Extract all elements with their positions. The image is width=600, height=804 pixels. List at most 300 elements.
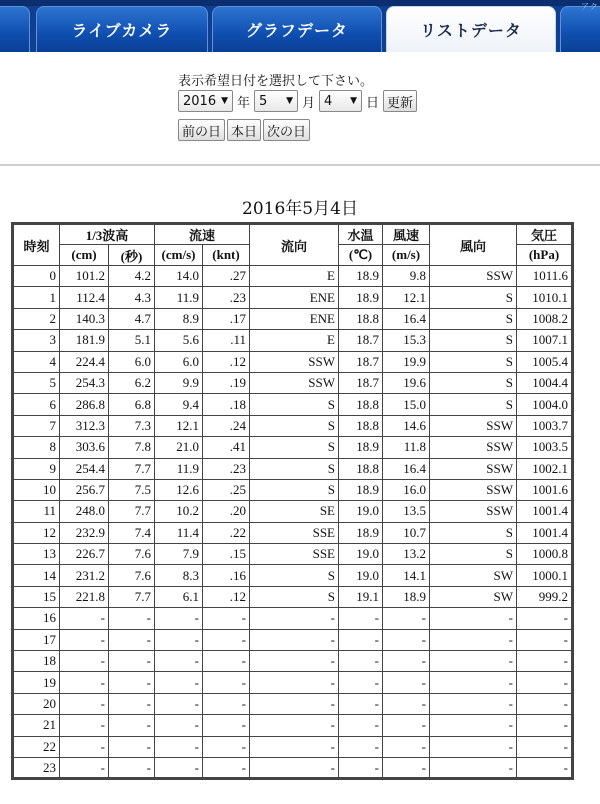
cell-hour: 2 <box>13 308 60 329</box>
cell-water-temp: 18.8 <box>339 394 383 415</box>
header-wind-speed: 風速 <box>383 224 430 245</box>
cell-wave-period: - <box>109 629 155 650</box>
unit-wave-period: (秒) <box>109 245 155 266</box>
cell-pressure: 1003.7 <box>517 415 573 436</box>
cell-wave-period: - <box>109 715 155 736</box>
dropdown-arrow-icon: ▼ <box>350 96 358 106</box>
cell-wave-period: 7.4 <box>109 522 155 543</box>
cell-water-temp: - <box>339 715 383 736</box>
cell-current-direction: - <box>250 693 339 714</box>
table-row <box>13 308 573 329</box>
prev-day-button[interactable]: 前の日 <box>178 119 225 141</box>
dropdown-arrow-icon: ▼ <box>286 96 294 106</box>
cell-hour: 17 <box>13 629 60 650</box>
cell-wave-period: 7.3 <box>109 415 155 436</box>
refresh-button[interactable]: 更新 <box>383 90 417 112</box>
table-row <box>13 715 573 736</box>
cell-water-temp: 18.7 <box>339 330 383 351</box>
cell-current-knt: .12 <box>203 586 250 607</box>
cell-hour: 15 <box>13 586 60 607</box>
cell-hour: 13 <box>13 544 60 565</box>
cell-hour: 0 <box>13 266 60 287</box>
cell-wind-direction: - <box>430 629 517 650</box>
cell-hour: 7 <box>13 415 60 436</box>
cell-hour: 20 <box>13 693 60 714</box>
cell-wind-direction: - <box>430 672 517 693</box>
data-area <box>0 168 600 804</box>
cell-wind-speed: 18.9 <box>383 586 430 607</box>
date-prompt: 表示希望日付を選択して下さい。 <box>178 74 374 89</box>
cell-current-cms: 10.2 <box>155 501 203 522</box>
cell-hour: 5 <box>13 372 60 393</box>
cell-current-direction: S <box>250 394 339 415</box>
cell-wave-height: - <box>60 715 109 736</box>
cell-pressure: 1007.1 <box>517 330 573 351</box>
cell-current-direction: SSE <box>250 544 339 565</box>
cell-wind-speed: 10.7 <box>383 522 430 543</box>
cell-wave-period: 7.8 <box>109 437 155 458</box>
month-unit: 月 <box>302 95 316 111</box>
cell-water-temp: 18.9 <box>339 522 383 543</box>
cell-current-cms: 11.9 <box>155 287 203 308</box>
cell-wave-period: - <box>109 736 155 757</box>
cell-current-knt: .23 <box>203 458 250 479</box>
cell-pressure: - <box>517 715 573 736</box>
cell-current-direction: - <box>250 629 339 650</box>
cell-current-cms: - <box>155 693 203 714</box>
cell-wave-height: - <box>60 651 109 672</box>
cell-wind-direction: SSW <box>430 437 517 458</box>
cell-wave-period: 4.3 <box>109 287 155 308</box>
unit-current-knt: (knt) <box>203 245 250 266</box>
cell-pressure: 999.2 <box>517 586 573 607</box>
cell-current-cms: - <box>155 715 203 736</box>
cell-water-temp: 18.8 <box>339 308 383 329</box>
cell-current-cms: 14.0 <box>155 266 203 287</box>
cell-hour: 8 <box>13 437 60 458</box>
cell-wind-direction: S <box>430 394 517 415</box>
cell-current-direction: SE <box>250 501 339 522</box>
tab-graph-data[interactable] <box>212 6 382 52</box>
cell-current-cms: - <box>155 651 203 672</box>
cell-current-knt: .18 <box>203 394 250 415</box>
cell-wave-period: 4.7 <box>109 308 155 329</box>
cell-wave-period: - <box>109 651 155 672</box>
cell-current-knt: - <box>203 651 250 672</box>
cell-current-direction: - <box>250 715 339 736</box>
month-select[interactable] <box>254 90 298 112</box>
cell-water-temp: - <box>339 757 383 778</box>
cell-wave-height: 101.2 <box>60 266 109 287</box>
year-unit: 年 <box>237 95 251 111</box>
cell-hour: 21 <box>13 715 60 736</box>
observation-table <box>11 222 574 780</box>
cell-current-knt: - <box>203 715 250 736</box>
cell-wave-height: 112.4 <box>60 287 109 308</box>
cell-current-direction: E <box>250 266 339 287</box>
table-row <box>13 479 573 500</box>
cell-pressure: 1010.1 <box>517 287 573 308</box>
header-water-temp: 水温 <box>339 224 383 245</box>
cell-hour: 22 <box>13 736 60 757</box>
cell-current-direction: S <box>250 437 339 458</box>
cell-hour: 6 <box>13 394 60 415</box>
cell-pressure: - <box>517 693 573 714</box>
cell-wind-speed: 12.1 <box>383 287 430 308</box>
cell-wave-height: - <box>60 693 109 714</box>
table-row <box>13 501 573 522</box>
cell-wind-speed: - <box>383 608 430 629</box>
cell-wave-height: 181.9 <box>60 330 109 351</box>
cell-wave-period: 7.7 <box>109 501 155 522</box>
cell-wind-speed: - <box>383 757 430 778</box>
cell-current-cms: 21.0 <box>155 437 203 458</box>
tab-bar <box>0 0 600 52</box>
cell-wave-period: 7.7 <box>109 458 155 479</box>
date-nav-row <box>178 119 310 141</box>
cell-current-direction: - <box>250 736 339 757</box>
cell-hour: 9 <box>13 458 60 479</box>
cell-wind-speed: - <box>383 693 430 714</box>
cell-current-direction: S <box>250 479 339 500</box>
cell-pressure: - <box>517 651 573 672</box>
cell-current-cms: - <box>155 608 203 629</box>
cell-wind-direction: - <box>430 608 517 629</box>
cell-hour: 12 <box>13 522 60 543</box>
cell-water-temp: 19.0 <box>339 544 383 565</box>
cell-pressure: - <box>517 757 573 778</box>
table-row <box>13 522 573 543</box>
cell-hour: 4 <box>13 351 60 372</box>
cell-wave-period: 7.5 <box>109 479 155 500</box>
cell-current-cms: 11.4 <box>155 522 203 543</box>
table-row <box>13 437 573 458</box>
cell-current-cms: - <box>155 736 203 757</box>
cell-wave-period: 5.1 <box>109 330 155 351</box>
cell-current-direction: - <box>250 757 339 778</box>
cell-current-direction: S <box>250 415 339 436</box>
cell-wind-speed: 16.0 <box>383 479 430 500</box>
cell-wave-period: - <box>109 757 155 778</box>
cell-current-knt: - <box>203 736 250 757</box>
header-wind-direction: 風向 <box>430 224 517 266</box>
tab-label: グラフデータ <box>245 21 348 40</box>
cell-hour: 19 <box>13 672 60 693</box>
cell-wind-direction: - <box>430 757 517 778</box>
cell-water-temp: 18.8 <box>339 458 383 479</box>
cell-pressure: 1004.4 <box>517 372 573 393</box>
month-value: 5 <box>259 93 268 109</box>
table-row <box>13 330 573 351</box>
table-row <box>13 608 573 629</box>
header-current: 流速 <box>155 224 250 245</box>
cell-wind-direction: SSW <box>430 415 517 436</box>
cell-wind-direction: S <box>430 351 517 372</box>
cell-current-cms: 7.9 <box>155 544 203 565</box>
table-row <box>13 757 573 778</box>
cell-wave-height: 224.4 <box>60 351 109 372</box>
cell-pressure: 1002.1 <box>517 458 573 479</box>
cell-hour: 16 <box>13 608 60 629</box>
cell-water-temp: - <box>339 672 383 693</box>
cell-current-direction: ENE <box>250 308 339 329</box>
cell-wave-period: - <box>109 672 155 693</box>
cell-pressure: 1000.8 <box>517 544 573 565</box>
table-row <box>13 629 573 650</box>
cell-water-temp: 18.8 <box>339 415 383 436</box>
cell-wind-speed: 19.9 <box>383 351 430 372</box>
cell-wind-speed: 13.2 <box>383 544 430 565</box>
table-body <box>13 266 573 779</box>
cell-wind-speed: 15.3 <box>383 330 430 351</box>
cell-water-temp: 18.7 <box>339 372 383 393</box>
tab-edge-right[interactable] <box>560 2 600 52</box>
table-row <box>13 415 573 436</box>
cell-wave-height: - <box>60 608 109 629</box>
cell-pressure: 1003.5 <box>517 437 573 458</box>
cell-water-temp: 19.1 <box>339 586 383 607</box>
cell-current-direction: E <box>250 330 339 351</box>
tab-edge-right-text: アク <box>581 2 599 11</box>
cell-pressure: 1001.4 <box>517 501 573 522</box>
dropdown-arrow-icon: ▼ <box>221 96 228 106</box>
day-unit: 日 <box>366 95 380 111</box>
cell-wind-speed: 19.6 <box>383 372 430 393</box>
cell-current-direction: S <box>250 565 339 586</box>
cell-current-knt: - <box>203 757 250 778</box>
cell-current-knt: .41 <box>203 437 250 458</box>
cell-wind-direction: S <box>430 308 517 329</box>
cell-wind-direction: - <box>430 736 517 757</box>
cell-wind-direction: S <box>430 372 517 393</box>
cell-wave-height: 303.6 <box>60 437 109 458</box>
cell-current-cms: 12.6 <box>155 479 203 500</box>
cell-wave-height: 221.8 <box>60 586 109 607</box>
cell-wave-period: 4.2 <box>109 266 155 287</box>
cell-current-direction: SSW <box>250 351 339 372</box>
unit-current-cms: (cm/s) <box>155 245 203 266</box>
date-selector <box>0 52 600 166</box>
cell-wave-period: 7.7 <box>109 586 155 607</box>
cell-wave-period: - <box>109 608 155 629</box>
table-row <box>13 544 573 565</box>
cell-water-temp: 19.0 <box>339 501 383 522</box>
cell-wind-speed: 9.8 <box>383 266 430 287</box>
tab-label: ライブカメラ <box>71 21 173 40</box>
cell-current-knt: .22 <box>203 522 250 543</box>
cell-current-knt: .24 <box>203 415 250 436</box>
cell-wind-direction: SW <box>430 565 517 586</box>
cell-wave-height: 140.3 <box>60 308 109 329</box>
cell-current-cms: 8.9 <box>155 308 203 329</box>
cell-current-knt: - <box>203 608 250 629</box>
header-wave: 1/3波高 <box>60 224 155 245</box>
cell-wave-height: - <box>60 757 109 778</box>
cell-wave-height: - <box>60 672 109 693</box>
cell-wind-direction: S <box>430 544 517 565</box>
unit-pressure: (hPa) <box>517 245 573 266</box>
cell-wind-speed: 11.8 <box>383 437 430 458</box>
cell-pressure: 1011.6 <box>517 266 573 287</box>
cell-current-knt: .27 <box>203 266 250 287</box>
table-row <box>13 736 573 757</box>
cell-current-cms: 12.1 <box>155 415 203 436</box>
table-row <box>13 394 573 415</box>
year-select[interactable] <box>178 90 233 112</box>
table-row <box>13 458 573 479</box>
next-day-button[interactable]: 次の日 <box>263 119 310 141</box>
cell-current-cms: - <box>155 672 203 693</box>
cell-current-cms: 6.0 <box>155 351 203 372</box>
unit-water-temp: (℃) <box>339 245 383 266</box>
cell-hour: 3 <box>13 330 60 351</box>
cell-wave-height: - <box>60 736 109 757</box>
table-row <box>13 651 573 672</box>
cell-water-temp: 18.9 <box>339 266 383 287</box>
cell-wind-direction: SSW <box>430 501 517 522</box>
cell-pressure: - <box>517 736 573 757</box>
cell-wind-direction: S <box>430 330 517 351</box>
cell-hour: 14 <box>13 565 60 586</box>
cell-current-direction: S <box>250 458 339 479</box>
cell-wind-direction: S <box>430 522 517 543</box>
tab-edge-left[interactable] <box>0 6 30 52</box>
today-button[interactable]: 本日 <box>227 119 261 141</box>
cell-wave-period: 6.8 <box>109 394 155 415</box>
cell-wave-height: - <box>60 629 109 650</box>
cell-wave-height: 254.4 <box>60 458 109 479</box>
cell-wind-speed: - <box>383 672 430 693</box>
unit-wind-speed: (m/s) <box>383 245 430 266</box>
cell-wind-speed: - <box>383 651 430 672</box>
cell-pressure: 1001.4 <box>517 522 573 543</box>
cell-current-knt: - <box>203 629 250 650</box>
year-value: 2016 <box>183 93 217 109</box>
tab-live-camera[interactable] <box>36 6 208 52</box>
cell-current-direction: ENE <box>250 287 339 308</box>
cell-wind-direction: SSW <box>430 458 517 479</box>
cell-hour: 10 <box>13 479 60 500</box>
cell-current-cms: 9.4 <box>155 394 203 415</box>
cell-current-cms: - <box>155 757 203 778</box>
cell-wave-height: 256.7 <box>60 479 109 500</box>
cell-current-direction: S <box>250 586 339 607</box>
table-row <box>13 287 573 308</box>
cell-water-temp: - <box>339 736 383 757</box>
cell-water-temp: 18.9 <box>339 479 383 500</box>
table-row <box>13 693 573 714</box>
cell-pressure: 1000.1 <box>517 565 573 586</box>
cell-current-knt: .11 <box>203 330 250 351</box>
cell-hour: 18 <box>13 651 60 672</box>
date-select-row <box>178 90 417 112</box>
cell-wave-period: 7.6 <box>109 565 155 586</box>
cell-current-knt: .16 <box>203 565 250 586</box>
cell-wind-direction: - <box>430 715 517 736</box>
cell-current-knt: .23 <box>203 287 250 308</box>
unit-wave-height: (cm) <box>60 245 109 266</box>
cell-water-temp: 18.7 <box>339 351 383 372</box>
tab-label: リストデータ <box>420 21 522 40</box>
cell-water-temp: - <box>339 693 383 714</box>
cell-pressure: - <box>517 608 573 629</box>
day-select[interactable] <box>319 90 362 112</box>
cell-wave-height: 226.7 <box>60 544 109 565</box>
cell-wave-period: 6.0 <box>109 351 155 372</box>
cell-current-cms: 9.9 <box>155 372 203 393</box>
cell-current-knt: - <box>203 693 250 714</box>
cell-water-temp: 18.9 <box>339 287 383 308</box>
cell-pressure: 1001.6 <box>517 479 573 500</box>
cell-current-knt: .17 <box>203 308 250 329</box>
header-hour: 時刻 <box>13 224 60 266</box>
cell-wind-speed: 14.1 <box>383 565 430 586</box>
cell-wind-direction: SSW <box>430 266 517 287</box>
cell-current-cms: 6.1 <box>155 586 203 607</box>
cell-wave-period: 7.6 <box>109 544 155 565</box>
cell-current-direction: SSE <box>250 522 339 543</box>
header-current-direction: 流向 <box>250 224 339 266</box>
date-title: 2016年5月4日 <box>242 199 358 219</box>
cell-wind-direction: - <box>430 693 517 714</box>
cell-current-direction: - <box>250 672 339 693</box>
cell-current-direction: SSW <box>250 372 339 393</box>
day-value: 4 <box>324 93 333 109</box>
cell-pressure: - <box>517 672 573 693</box>
cell-current-knt: .25 <box>203 479 250 500</box>
cell-water-temp: - <box>339 608 383 629</box>
tab-list-data[interactable] <box>386 6 556 52</box>
cell-wind-speed: 13.5 <box>383 501 430 522</box>
cell-current-cms: 11.9 <box>155 458 203 479</box>
cell-wind-speed: - <box>383 736 430 757</box>
cell-pressure: - <box>517 629 573 650</box>
cell-wave-period: - <box>109 693 155 714</box>
cell-wave-height: 312.3 <box>60 415 109 436</box>
cell-current-knt: .12 <box>203 351 250 372</box>
cell-wind-direction: - <box>430 651 517 672</box>
table-row <box>13 266 573 287</box>
table-row <box>13 586 573 607</box>
cell-wind-direction: SSW <box>430 479 517 500</box>
cell-pressure: 1008.2 <box>517 308 573 329</box>
table-row <box>13 372 573 393</box>
cell-wind-speed: - <box>383 715 430 736</box>
cell-wind-speed: - <box>383 629 430 650</box>
cell-wind-speed: 14.6 <box>383 415 430 436</box>
cell-wave-period: 6.2 <box>109 372 155 393</box>
table-row <box>13 565 573 586</box>
cell-current-cms: 5.6 <box>155 330 203 351</box>
cell-current-cms: 8.3 <box>155 565 203 586</box>
cell-pressure: 1005.4 <box>517 351 573 372</box>
cell-wave-height: 231.2 <box>60 565 109 586</box>
cell-hour: 23 <box>13 757 60 778</box>
cell-water-temp: - <box>339 651 383 672</box>
cell-current-direction: - <box>250 608 339 629</box>
table-row <box>13 672 573 693</box>
cell-water-temp: 18.9 <box>339 437 383 458</box>
cell-wind-speed: 16.4 <box>383 458 430 479</box>
cell-wind-speed: 16.4 <box>383 308 430 329</box>
cell-wind-direction: S <box>430 287 517 308</box>
cell-current-knt: .20 <box>203 501 250 522</box>
cell-current-direction: - <box>250 651 339 672</box>
cell-current-knt: - <box>203 672 250 693</box>
cell-hour: 1 <box>13 287 60 308</box>
cell-wind-direction: SW <box>430 586 517 607</box>
cell-wave-height: 232.9 <box>60 522 109 543</box>
